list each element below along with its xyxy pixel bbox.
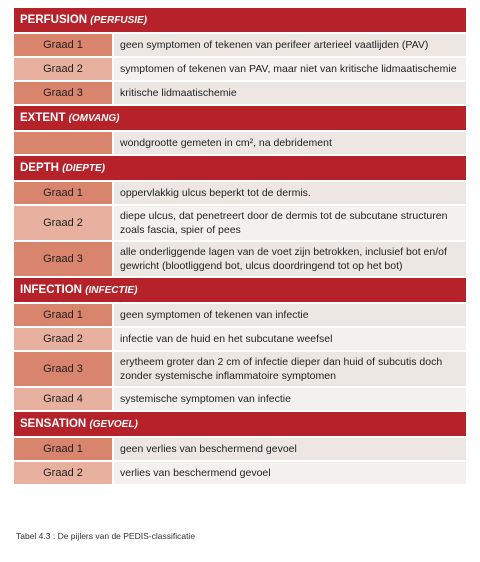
description-cell: infectie van de huid en het subcutane weefsel bbox=[114, 328, 466, 350]
description-cell: erytheem groter dan 2 cm of infectie dieper dan huid of subcutis doch zonder systemische inflammatoire symptomen bbox=[114, 352, 466, 386]
section-header bbox=[14, 412, 466, 436]
section-subtitle: (OMVANG) bbox=[68, 113, 120, 124]
section-subtitle: (INFECTIE) bbox=[85, 285, 138, 296]
table-row bbox=[14, 182, 466, 204]
table-row bbox=[14, 328, 466, 350]
description-cell: geen symptomen of tekenen van perifeer arterieel vaatlijden (PAV) bbox=[114, 34, 466, 56]
pedis-table bbox=[14, 8, 466, 484]
section-title: SENSATION bbox=[20, 418, 87, 430]
grade-cell: Graad 2 bbox=[14, 58, 112, 80]
section-subtitle: (GEVOEL) bbox=[89, 419, 138, 430]
grade-cell: Graad 2 bbox=[14, 462, 112, 484]
table-row bbox=[14, 304, 466, 326]
description-cell: oppervlakkig ulcus beperkt tot de dermis. bbox=[114, 182, 466, 204]
table-row bbox=[14, 206, 466, 240]
section-title: INFECTION bbox=[20, 284, 82, 296]
section-title: EXTENT bbox=[20, 112, 66, 124]
table-row bbox=[14, 34, 466, 56]
section-header bbox=[14, 278, 466, 302]
grade-cell: Graad 1 bbox=[14, 304, 112, 326]
description-cell: verlies van beschermend gevoel bbox=[114, 462, 466, 484]
description-cell: geen symptomen of tekenen van infectie bbox=[114, 304, 466, 326]
grade-cell bbox=[14, 132, 112, 154]
grade-cell: Graad 2 bbox=[14, 206, 112, 240]
grade-cell: Graad 4 bbox=[14, 388, 112, 410]
table-row bbox=[14, 438, 466, 460]
table-row bbox=[14, 242, 466, 276]
section-header bbox=[14, 8, 466, 32]
grade-cell: Graad 3 bbox=[14, 242, 112, 276]
grade-cell: Graad 3 bbox=[14, 352, 112, 386]
table-row bbox=[14, 462, 466, 484]
description-cell: wondgrootte gemeten in cm², na debridement bbox=[114, 132, 466, 154]
grade-cell: Graad 1 bbox=[14, 34, 112, 56]
section-header bbox=[14, 156, 466, 180]
table-row bbox=[14, 82, 466, 104]
section-title: PERFUSION bbox=[20, 14, 88, 26]
description-cell: symptomen of tekenen van PAV, maar niet van kritische lidmaatischemie bbox=[114, 58, 466, 80]
description-cell: alle onderliggende lagen van de voet zijn betrokken, inclusief bot en/of gewricht (blootliggend bot, ulcus doordringend tot op het bot) bbox=[114, 242, 466, 276]
table-caption: Tabel 4.3 : De pijlers van de PEDIS-classificatie bbox=[16, 531, 196, 541]
table-row bbox=[14, 58, 466, 80]
description-cell: diepe ulcus, dat penetreert door de dermis tot de subcutane structuren zoals fascia, spier of pees bbox=[114, 206, 466, 240]
description-cell: kritische lidmaatischemie bbox=[114, 82, 466, 104]
section-subtitle: (DIEPTE) bbox=[62, 163, 105, 174]
section-title: DEPTH bbox=[20, 162, 59, 174]
grade-cell: Graad 2 bbox=[14, 328, 112, 350]
grade-cell: Graad 3 bbox=[14, 82, 112, 104]
table-row bbox=[14, 132, 466, 154]
section-header bbox=[14, 106, 466, 130]
table-row bbox=[14, 352, 466, 386]
table-row bbox=[14, 388, 466, 410]
section-subtitle: (PERFUSIE) bbox=[90, 15, 147, 26]
description-cell: geen verlies van beschermend gevoel bbox=[114, 438, 466, 460]
description-cell: systemische symptomen van infectie bbox=[114, 388, 466, 410]
grade-cell: Graad 1 bbox=[14, 438, 112, 460]
grade-cell: Graad 1 bbox=[14, 182, 112, 204]
